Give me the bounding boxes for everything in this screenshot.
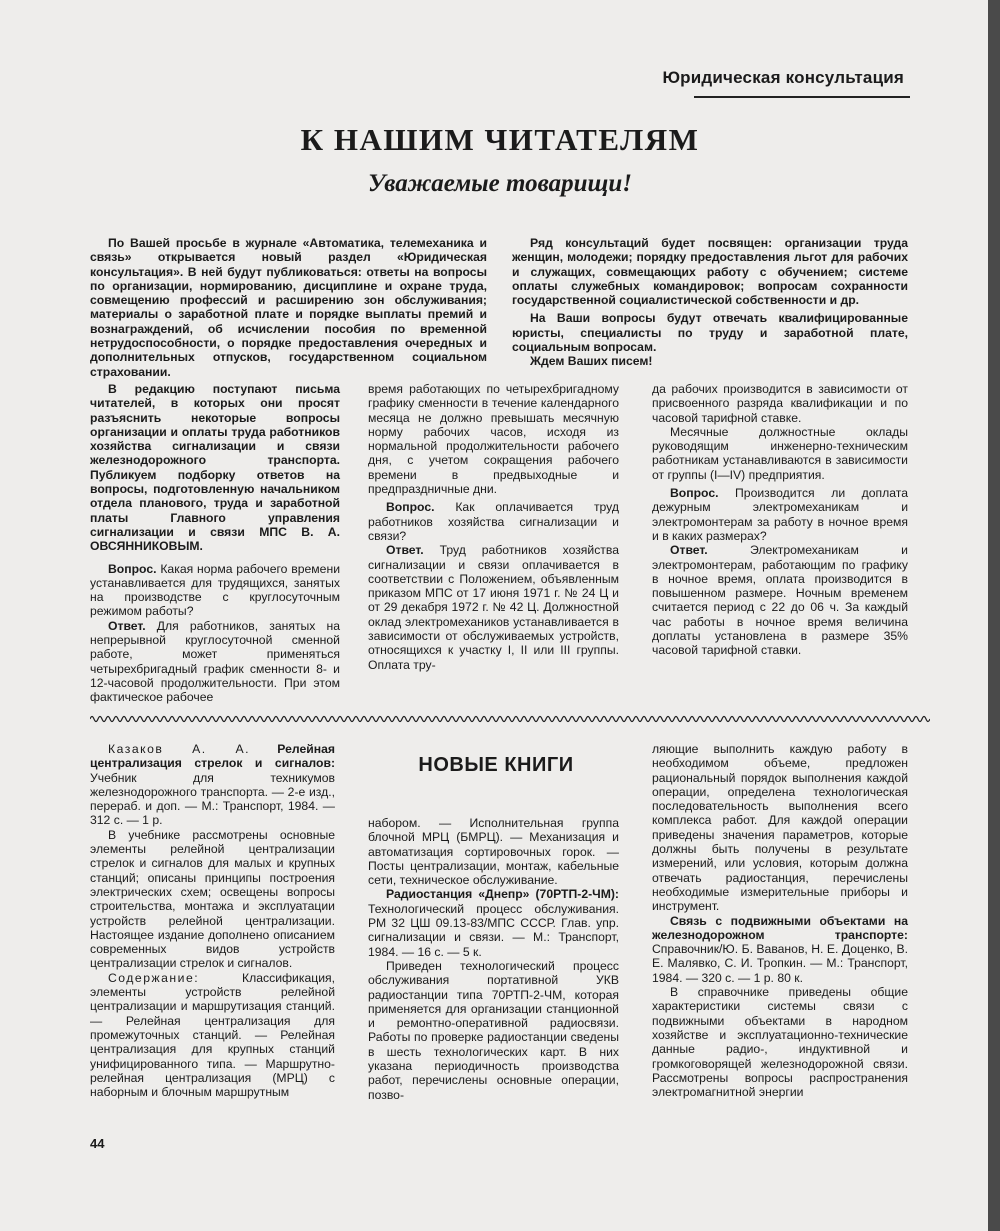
answer-1	[90, 619, 340, 705]
answer-3	[652, 543, 908, 657]
answer-label: Ответ.	[386, 543, 424, 558]
answer-label: Ответ.	[108, 618, 146, 633]
consult-col3-p1: да рабочих производится в зависимости от присвоенного разряда квалификации и по часовой тарифной ставке.	[652, 382, 908, 425]
book-author: Казаков А. А.	[108, 742, 250, 756]
page-title: К НАШИМ ЧИТАТЕЛЯМ	[300, 122, 700, 157]
answer-label: Ответ.	[670, 543, 708, 558]
book-imprint: Технологический процесс обслуживания. РМ 32 ЦШ 09.13-83/МПС СССР. Глав. упр. сигнализации и связи. — М.: Транспорт, 1984. — 16 с. — 5 к.	[368, 901, 619, 959]
book-3-entry	[652, 914, 908, 985]
answer-2	[368, 543, 619, 672]
book-imprint: Учебник для техникумов железнодорожного транспорта. — 2-е изд., перераб. и доп. — М.: Транспорт, 1984. — 312 с. — 1 р.	[90, 770, 335, 828]
book-2-description-cont: ляющие выполнить каждую работу в необходимом объеме, предложен рациональный порядок выполнения каждой операции, определена технологическая последовательность выполнения всего комплекса работ. Для каждой операции приведены значения параметров, которые должны быть получены в результате измерений, или условия, которым должна отвечать радиостанция, перечислены необходимые измерительные приборы и инструмент.	[652, 742, 908, 914]
contents-label: Содержание:	[108, 970, 200, 985]
book-3-description: В справочнике приведены общие характеристики системы связи с подвижными объектами в народном хозяйстве и эксплуатационно-технические данные радио-, индуктивной и громкоговорящей железнодорожной связи. Рассмотрены вопросы распространения электромагнитной энергии	[652, 985, 908, 1100]
intro-left-column	[90, 236, 487, 379]
consult-col2-text: время работающих по четырехбригадному графику сменности в течение календарного месяца не должно превышать месячную норму рабочих часов, исходя из нормальной продолжительности рабочего дня, с учетом сокращения рабочего времени в предвыходные и предпраздничные дни.	[368, 382, 619, 497]
intro-right-p2: На Ваши вопросы будут отвечать квалифицированные юристы, специалисты по труду и заработной плате, социальным вопросам.	[512, 311, 908, 355]
page-subtitle: Уважаемые товарищи!	[368, 170, 632, 197]
page-number: 44	[90, 1136, 105, 1151]
section-label: Юридическая консультация	[662, 68, 904, 87]
consult-column-3	[652, 382, 908, 658]
section-underline	[694, 96, 910, 98]
answer-text: Для работников, занятых на непрерывной круглосуточной сменной работе, может применяться четырехбригадный график сменности 8- и 12-часовой продолжительности. При этом фактическое рабочее	[90, 618, 340, 705]
answer-text: Труд работников хозяйства сигнализации и связи оплачивается в соответствии с Положением, объявленным приказом МПС от 17 июня 1971 г. № 24 Ц и от 29 декабря 1972 г. № 42 Ц. Должностной оклад электромехаников устанавливается в зависимости от обслуживаемых устройств, относящихся к участку I, II или III группы. Оплата тру-	[368, 543, 619, 672]
book-title: Радиостанция «Днепр» (70РТП-2-ЧМ):	[386, 887, 619, 902]
question-label: Вопрос.	[108, 561, 157, 576]
answer-text: Электромеханикам и электромонтерам, работающим по графику в ночное время, оплата производится в повышенном размере. Ночным временем считается период с 22 до 06 ч. За каждый час работы в ночное время величина доплаты установлена в размере 35% часовой тарифной ставки.	[652, 543, 908, 658]
book-2-entry	[368, 887, 619, 958]
intro-right-p3: Ждем Ваших писем!	[530, 354, 653, 369]
consult-column-2	[368, 382, 619, 672]
book-imprint: Справочник/Ю. Б. Ваванов, Н. Е. Доценко, В. Е. Малявко, С. И. Тропкин. — М.: Транспорт, 1984. — 320 с. — 1 р. 80 к.	[652, 942, 908, 985]
question-1	[90, 562, 340, 619]
books-column-3	[652, 742, 908, 1099]
books-column-1	[90, 742, 335, 1099]
consult-col3-p2: Месячные должностные оклады руководящим инженерно-техническим работникам устанавливаются в зависимости от группы (I—IV) предприятия.	[652, 424, 908, 482]
books-heading: НОВЫЕ КНИГИ	[418, 754, 574, 776]
consult-column-1	[90, 382, 340, 705]
question-text: Как оплачивается труд работников хозяйства сигнализации и связи?	[368, 500, 619, 543]
intro-left-text: По Вашей просьбе в журнале «Автоматика, телемеханика и связь» открывается новый раздел «Юридическая консультация». В ней будут публиковаться: ответы на вопросы по организации, нормированию, дисциплине и охране труда, совмещению профессий и расширению зон обслуживания; материалы о заработной плате и порядке выплаты премий и вознаграждений, об исчислении пособия по временной нетрудоспособности, о порядке предоставления очередных и дополнительных отпусков, государственном социальном страховании.	[90, 236, 487, 379]
book-1-contents-cont: набором. — Исполнительная группа блочной МРЦ (БМРЦ). — Механизация и автоматизация сортировочных горок. — Посты централизации, монтаж, кабельные сети, техническое обслуживание.	[368, 816, 619, 888]
book-title: Релейная централизация стрелок и сигналов:	[90, 742, 335, 771]
question-label: Вопрос.	[670, 486, 719, 501]
wavy-divider	[90, 712, 930, 726]
books-column-2	[368, 816, 619, 1102]
intro-right-column	[512, 236, 908, 369]
book-title: Связь с подвижными объектами на железнодорожном транспорте:	[652, 913, 908, 942]
book-2-description: Приведен технологический процесс обслуживания портативной УКВ радиостанции типа 70РТП-2-ЧМ, которая применяется для организации станционной и ремонтно-оперативной радиосвязи. Работы по проверке радиостанции сведены в шесть технологических карт. В них указана периодичность производства работ, перечислены основные операции, позво-	[368, 958, 619, 1102]
page-edge-shadow	[988, 0, 1000, 1231]
consult-intro: В редакцию поступают письма читателей, в которых они просят разъяснить некоторые вопросы организации и оплаты труда работников хозяйства сигнализации и связи железнодорожного транспорта. Публикуем подборку ответов на вопросы, подготовленную начальником отдела планового, труда и заработной платы Главного управления сигнализации и связи МПС В. А. ОВСЯННИКОВЫМ.	[90, 382, 340, 554]
question-text: Какая норма рабочего времени устанавливается для трудящихся, занятых на производстве с круглосуточным режимом работы?	[90, 561, 340, 619]
book-1-description: В учебнике рассмотрены основные элементы релейной централизации стрелок и сигналов для малых и крупных станций; описаны принципы построения электрических схем; освещены вопросы строительства, монтажа и эксплуатации устройств релейной централизации. Настоящее издание дополнено описанием современных видов устройств централизации стрелок и сигналов.	[90, 827, 335, 971]
book-1-entry	[90, 742, 335, 828]
question-text: Производится ли доплата дежурным электромеханикам и электромонтерам за работу в ночное время и в каких размерах?	[652, 486, 908, 543]
question-label: Вопрос.	[386, 500, 435, 515]
intro-right-p1: Ряд консультаций будет посвящен: организации труда женщин, молодежи; порядку предоставления льгот для рабочих и служащих, совмещающих работу с обучением; системе оплаты служебных командировок; вопросам сохранности государственной социалистической собственности и др.	[512, 236, 908, 308]
book-1-contents	[90, 971, 335, 1100]
question-2	[368, 500, 619, 543]
contents-text: Классификация, элементы устройств релейной централизации и маршрутизация станций. — Релейная централизация для промежуточных станций. — Релейная централизация для крупных станций унифицированного типа. — Маршрутно-релейная централизация (МРЦ) с наборным и блочным маршрутным	[90, 970, 335, 1100]
question-3	[652, 486, 908, 543]
